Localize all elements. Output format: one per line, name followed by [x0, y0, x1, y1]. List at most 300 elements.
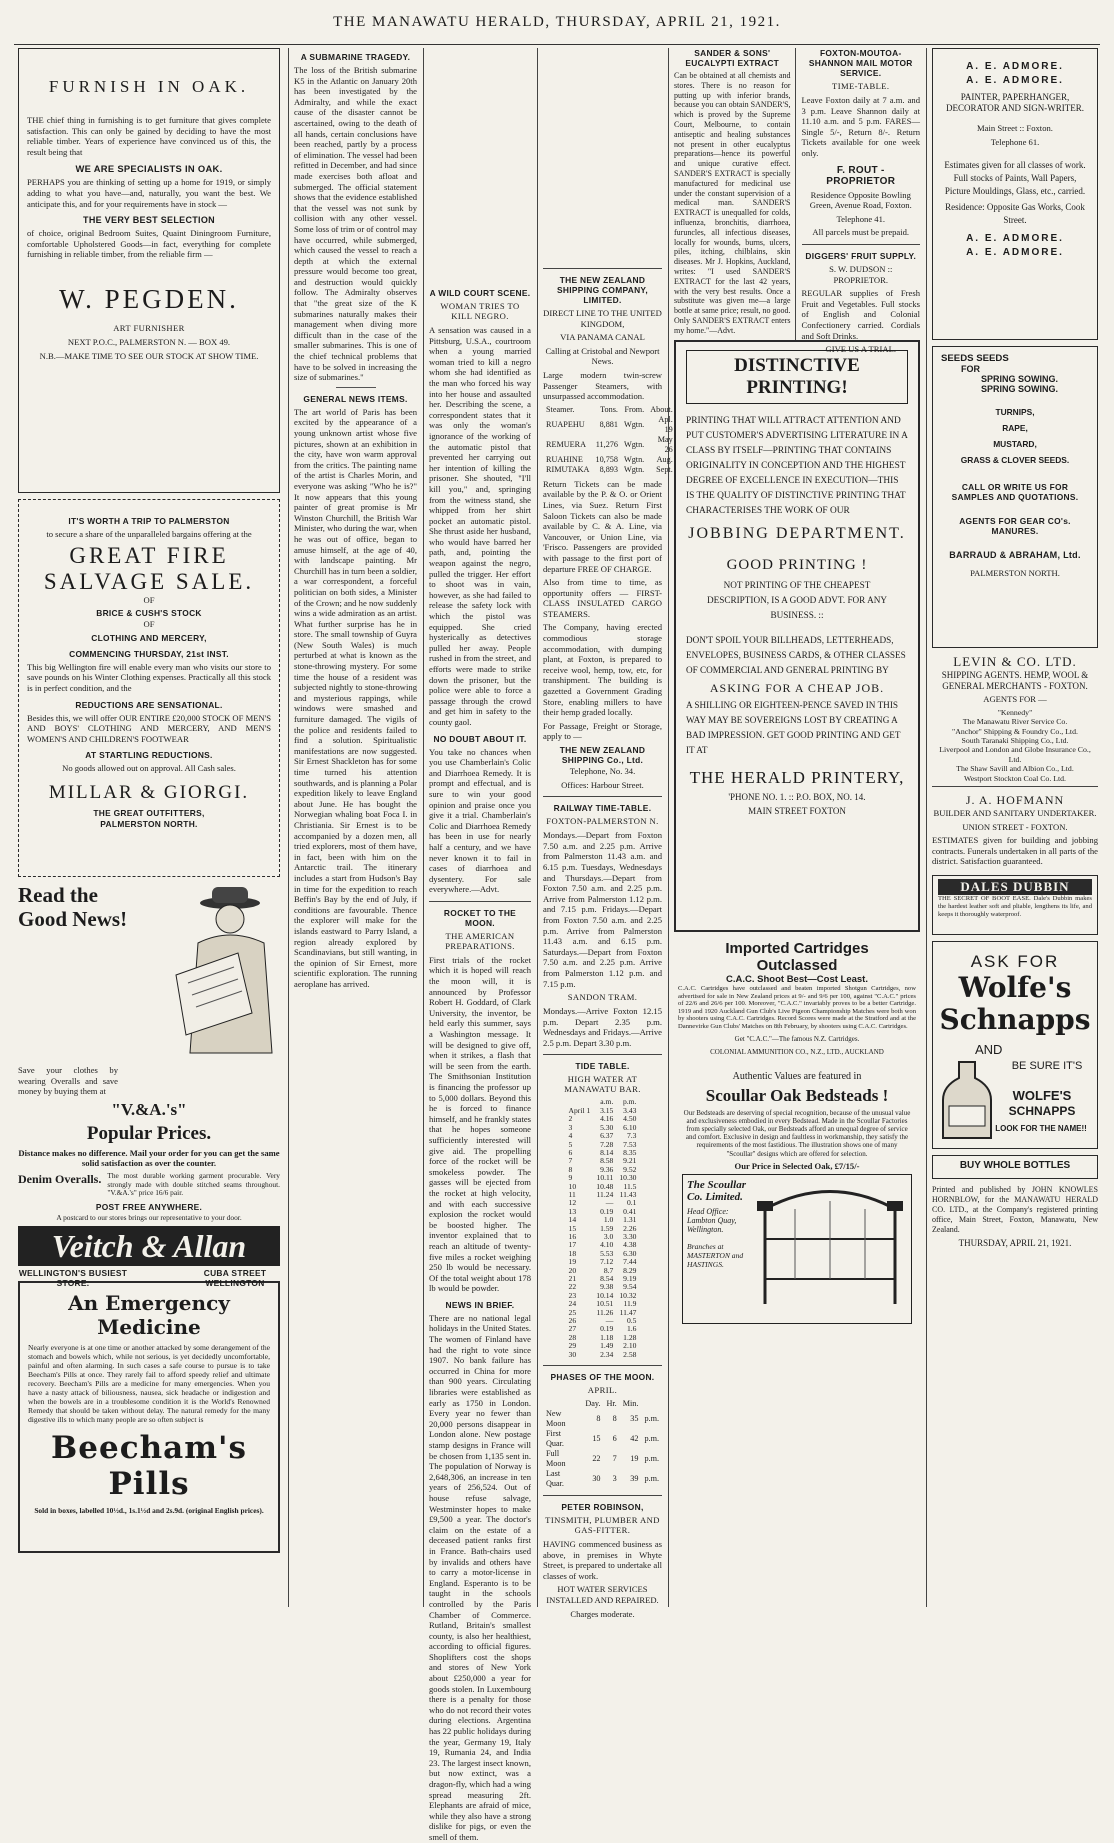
mail-parcels: All parcels must be prepaid.	[812, 227, 910, 238]
shipping-telephone: Telephone, No. 34.	[569, 766, 636, 776]
scoullar-office: Head Office: Lambton Quay, Wellington.	[687, 1207, 737, 1235]
table-cell: 8,881	[599, 419, 618, 429]
cartridges-company: COLONIAL AMMUNITION CO., N.Z., LTD., AUCKLAND	[710, 1048, 884, 1057]
table-cell: p.m.	[644, 1474, 659, 1484]
veitch-distance: Distance makes no difference. Mail your order for you can get the same solid satisfaction as over the counter.	[18, 1147, 280, 1169]
table-cell: 4.50	[623, 1114, 637, 1124]
rocket-title: ROCKET TO THE MOON.	[443, 907, 517, 928]
veitch-prices: Popular Prices.	[86, 1122, 212, 1144]
hofmann-body: ESTIMATES given for building and jobbing contracts. Funerals undertaken in all parts of the district. Satisfaction guaranteed.	[932, 835, 1098, 867]
brief-article: There are no national legal holidays in the United States. The women of Finland have had the right to vote since 1907. No bank failure has occurred in China for more than 900 years. Circulating libraries were established as early as 1750 in London. Every year no fewer than 20,000 persons disappear in London alone. New postage stamp designs in France will be chosen from 1,135 sent in. The population of Norway is 2,648,306, an increase in ten years of 256,524. Out of house refuse salvage, Westminster hopes to make £9,500 a year. The doctor's claim on the estate of a deceased patient ranks first in France. Bath-chairs used by invalids and others have to carry a motor-license in England. Esperanto is to be taught in the schools controlled by the Paris Chamber of Commerce. Rutland, Britain's smallest county, is also her healthiest, according to official figures. Shoplifters cost the shops and stores of New York about £250,000 a year for goods stolen. In Luxembourg there is a penalty for those who do not record their votes during elections. Argentina has 22 public holidays during the year, Germany 19, Italy 19, Rumania 24, and India 23. The largest insect known, but now extinct, was a dragon-fly, which had a wing spread measuring 2ft. Elephants are afraid of mice, while they also have a strong dislike for pigs, or even the smell of them.	[429, 1312, 531, 1842]
table-cell: 3.0	[603, 1231, 614, 1241]
table-cell: 11.43	[619, 1189, 637, 1199]
scoullar-title: Scoullar Oak Bedsteads !	[705, 1085, 889, 1105]
list-item: "Kennedy"	[997, 707, 1033, 717]
column-1	[18, 48, 280, 1607]
beecham-footer: Sold in boxes, labelled 10½d., 1s.1½d and 2s.9d. (original English prices).	[34, 1506, 264, 1515]
table-cell: Hr.	[606, 1399, 617, 1409]
list-item: The Shaw Savill and Albion Co., Ltd.	[956, 764, 1074, 774]
millar-giorgi-name: MILLAR & GIORGI.	[48, 781, 250, 803]
table-cell: 3.43	[623, 1105, 637, 1115]
salvage-secure: to secure a share of the unparalleled bargains offering at the	[46, 529, 252, 539]
table-cell: 1.28	[623, 1332, 637, 1342]
good-printing-body: NOT PRINTING OF THE CHEAPEST DESCRIPTION, IS A GOOD ADVT. FOR ANY BUSINESS. ::	[706, 580, 888, 620]
table-cell: 5.30	[600, 1122, 614, 1132]
veitch-store-tag: WELLINGTON'S BUSIEST STORE.	[18, 1268, 128, 1289]
table-cell: Apl. 19	[658, 414, 673, 434]
table-cell: 3.15	[600, 1105, 614, 1115]
veitch-headline: Read the	[18, 883, 98, 907]
mail-timetable: Leave Foxton daily at 7 a.m. and 3 p.m. Leave Shannon daily at 11.10 a.m. and 5 p.m. FARES—Single 5/-, Return 8/-. Return Tickets available for one week only.	[801, 95, 920, 158]
table-cell: 0.5	[626, 1316, 637, 1326]
court-subtitle: WOMAN TRIES TO KILL NEGRO.	[440, 301, 520, 321]
table-cell: Wgtn.	[623, 454, 645, 464]
salvage-approval: No goods allowed out on approval. All Cash sales.	[62, 763, 236, 774]
table-cell	[543, 1399, 582, 1409]
table-cell: 1.49	[600, 1341, 614, 1351]
jobbing-department: JOBBING DEPARTMENT.	[688, 525, 906, 542]
pegden-trade: ART FURNISHER	[113, 322, 185, 333]
veitch-address: CUBA STREET WELLINGTON	[203, 1268, 267, 1289]
beechams-pills-logo: Beecham's Pills	[51, 1430, 247, 1502]
bottle-icon	[939, 1060, 999, 1140]
admore-street: Main Street :: Foxton.	[977, 123, 1053, 134]
table-cell: 2.58	[623, 1349, 637, 1359]
mail-subtitle: TIME-TABLE.	[832, 81, 890, 91]
best-selection-heading: THE VERY BEST SELECTION	[83, 215, 215, 226]
table-cell: 17	[568, 1240, 577, 1250]
seeds-advert	[932, 346, 1098, 648]
moon-table	[543, 1399, 662, 1489]
table-cell: 27	[568, 1324, 577, 1334]
dales-body: THE SECRET OF BOOT EASE. Dale's Dubbin makes the hardest leather soft and pliable, lengthens its life, and keeps it thoroughly waterproof.	[938, 895, 1092, 918]
table-row	[543, 465, 676, 475]
table-cell: 1.59	[600, 1223, 614, 1233]
scoullar-intro: Authentic Values are featured in	[732, 1071, 862, 1082]
herald-printery-advert	[674, 340, 920, 932]
seeds-list	[941, 404, 1089, 468]
table-cell: 2.26	[623, 1223, 637, 1233]
column-5	[674, 48, 920, 1607]
separator	[543, 268, 662, 269]
table-row	[543, 1429, 662, 1449]
table-header	[543, 405, 676, 415]
table-cell: 7.44	[623, 1257, 637, 1267]
buy-whole-bottles-text: BUY WHOLE BOTTLES	[959, 1160, 1071, 1171]
table-cell: 10	[568, 1181, 577, 1191]
bedstead-icon	[755, 1179, 905, 1309]
table-cell: 7.12	[600, 1257, 614, 1267]
seeds-title: SEEDS SEEDS	[941, 353, 1009, 364]
table-cell: 18	[568, 1248, 577, 1258]
seeds-call: CALL OR WRITE US FOR SAMPLES AND QUOTATIONS.	[951, 482, 1079, 502]
table-cell: 10,758	[595, 454, 618, 464]
levin-advert	[932, 654, 1098, 783]
column-rule	[926, 48, 927, 1607]
buy-whole-bottles	[932, 1155, 1098, 1179]
emergency-title: An Emergency Medicine	[68, 1291, 230, 1339]
shipping-cargo: Also from time to time, as opportunity offers — FIRST-CLASS INSULATED CARGO STEAMERS.	[543, 577, 662, 619]
tram-timetable: Mondays.—Arrive Foxton 12.15 p.m. Depart 2.35 p.m. Wednesdays and Fridays.—Arrive 2.5 p.m. Depart 3.30 p.m.	[543, 1006, 662, 1048]
rocket-subtitle: THE AMERICAN PREPARATIONS.	[445, 930, 515, 951]
denim-description: The most durable working garment procurable. Very strongly made with double stitched seams throughout. "V.&A.'s" price 16/6 pair.	[107, 1170, 280, 1198]
shipping-via: VIA PANAMA CANAL	[560, 332, 645, 343]
shilling-text: A SHILLING OR EIGHTEEN-PENCE SAVED IN THIS WAY MAY BE SOVEREIGNS LOST BY CREATING A BAD IMPRESSION. GET GOOD PRINTING AND GET IT AT	[686, 700, 901, 755]
seeds-for: FOR	[961, 364, 980, 374]
table-cell: New Moon	[546, 1409, 566, 1429]
table-cell: 4	[568, 1131, 573, 1141]
table-cell: 6.10	[623, 1122, 637, 1132]
sanders-advert	[674, 48, 796, 340]
table-row	[543, 455, 676, 465]
separator	[543, 796, 662, 797]
table-cell: From.	[624, 404, 645, 414]
list-item: Liverpool and London and Globe Insurance Co., Ltd.	[939, 745, 1091, 764]
list-item: South Taranaki Shipping Co., Ltd.	[961, 736, 1069, 745]
table-cell: 15	[568, 1223, 577, 1233]
table-cell: 3	[568, 1122, 573, 1132]
salvage-of: OF	[143, 619, 155, 630]
shipping-direct: DIRECT LINE TO THE UNITED KINGDOM,	[543, 308, 662, 329]
levin-title: LEVIN & CO. LTD.	[953, 654, 1077, 669]
table-cell: —	[605, 1198, 614, 1208]
column-rule	[668, 48, 669, 1607]
table-cell: 4.38	[623, 1240, 637, 1250]
imprint-date: THURSDAY, APRIL 21, 1921.	[958, 1238, 1072, 1248]
furnish-paragraph: of choice, original Bedroom Suites, Quaint Diningroom Furniture, comfortable Upholstered Goods—in fact, everything for complete furnishing in reliable timber, from the reliable firm —	[27, 228, 271, 260]
separator	[932, 786, 1098, 787]
table-cell: 2.10	[623, 1341, 637, 1351]
table-cell: 20	[568, 1265, 577, 1275]
table-cell: 28	[568, 1332, 577, 1342]
wolfe-label: WOLFE'S	[1012, 1088, 1072, 1103]
table-cell: 23	[568, 1290, 577, 1300]
table-cell: 7	[568, 1156, 573, 1166]
table-cell: 11.5	[623, 1181, 637, 1191]
rail-subtitle: FOXTON-PALMERSTON N.	[546, 816, 659, 827]
table-cell: 9.38	[600, 1282, 614, 1292]
list-item: RAPE,	[1002, 423, 1028, 433]
sanders-title: SANDER & SONS' EUCALYPTI EXTRACT	[685, 48, 780, 68]
barraud-name: BARRAUD & ABRAHAM, Ltd.	[949, 550, 1081, 560]
submarine-title: A SUBMARINE TRAGEDY.	[300, 52, 411, 62]
salvage-paragraph: This big Wellington fire will enable every man who visits our store to save pounds on his Winter Clothing expenses. Practically all this stock is in perfect condition, and the	[27, 661, 271, 693]
veitch-headline: Good News!	[18, 907, 128, 931]
table-cell: 11.9	[623, 1299, 637, 1309]
table-cell: 3	[612, 1474, 617, 1484]
table-cell: 11.24	[596, 1189, 614, 1199]
table-cell: 9.36	[600, 1164, 614, 1174]
seeds-sowing: SPRING SOWING.	[981, 384, 1059, 394]
separator	[543, 1365, 662, 1366]
table-cell: 12	[568, 1198, 577, 1208]
peter-robinson-body: HAVING commenced business as above, in premises in Whyte Street, is prepared to undertake all classes of work.	[543, 1539, 662, 1581]
table-cell: p.m.	[644, 1414, 659, 1424]
herald-phone: 'PHONE NO. 1. :: P.O. BOX, NO. 14.	[728, 792, 866, 802]
table-cell: Aug.	[656, 454, 673, 464]
column-3	[429, 48, 531, 1842]
table-row	[543, 1449, 662, 1469]
table-cell: RIMUTAKA	[546, 464, 590, 474]
table-cell: 7.53	[623, 1139, 637, 1149]
admore-telephone: Telephone 61.	[990, 136, 1040, 147]
table-cell: 10.14	[596, 1290, 614, 1300]
table-cell: 4.10	[600, 1240, 614, 1250]
table-cell: 11.47	[619, 1307, 637, 1317]
table-cell: Full Moon	[546, 1449, 566, 1469]
table-cell: 2	[568, 1114, 573, 1124]
shipping-company2: THE NEW ZEALAND SHIPPING Co., Ltd.	[559, 745, 646, 765]
veitch-body: Save your clothes by wearing Overalls and save money by buying them at	[18, 1065, 118, 1097]
furnish-paragraph: THE chief thing in furnishing is to get furniture that gives complete satisfaction. This can only be gained by deciding to have the most reliable timber. Years of experience have convinced us of this, the result being that	[27, 115, 271, 157]
table-cell: 16	[568, 1231, 577, 1241]
table-cell: 11	[568, 1189, 576, 1199]
table-cell: 4.16	[600, 1114, 614, 1124]
hofmann-title: J. A. HOFMANN	[965, 793, 1065, 807]
salvage-startling: AT STARTLING REDUCTIONS.	[85, 750, 213, 761]
shipping-title: THE NEW ZEALAND SHIPPING COMPANY, LIMITED.	[556, 275, 649, 305]
salvage-goods: CLOTHING AND MERCERY,	[91, 632, 207, 643]
table-cell: 8	[612, 1414, 617, 1424]
sanders-body: Can be obtained at all chemists and stores. There is no reason for putting up with inferior brands, because you can obtain SANDER'S, which is proved by the Supreme Court, Melbourne, to contain antiseptic and healing substances not present in other eucalyptus preparations—hence its powerful and unique curative effect. SANDER'S EXTRACT is specially manufactured for medicinal use under the constant supervision of a medical man. SANDER'S EXTRACT is unequalled for colds, influenza, bronchitis, diarrhoea, furuncles, all infectious diseases, locally for wounds, burns, ulcers, piles, itching, chilblains, skin diseases. Mr J. Hopkins, Auckland, writes: "I used SANDER'S EXTRACT for the last 42 years, with the very best results. Once a substitute was given me—a large bottle at same price; result, no good. Only SANDER'S EXTRACT enters my home."—Advt.	[674, 71, 791, 335]
veitch-allan-logo: Veitch & Allan	[18, 1226, 280, 1266]
list-item: GRASS & CLOVER SEEDS.	[960, 455, 1070, 465]
levin-list	[932, 708, 1098, 783]
levin-subtitle: SHIPPING AGENTS. HEMP, WOOL & GENERAL MERCHANTS - FOXTON.	[941, 670, 1089, 691]
salvage-sale-advert	[18, 499, 280, 877]
peter-hot-water: HOT WATER SERVICES INSTALLED AND REPAIRED.	[546, 1584, 659, 1606]
table-cell: 1.6	[626, 1324, 637, 1334]
table-cell: —	[605, 1316, 614, 1326]
table-cell: 6.37	[600, 1131, 614, 1141]
peter-charges: Charges moderate.	[570, 1608, 635, 1619]
general-news-title: GENERAL NEWS ITEMS.	[303, 393, 408, 404]
table-cell: p.m.	[644, 1454, 659, 1464]
table-cell: 8.29	[623, 1265, 637, 1275]
separator	[336, 387, 376, 388]
table-cell: 8,893	[599, 464, 618, 474]
column-rule	[537, 48, 538, 1607]
table-cell: a.m.	[600, 1097, 614, 1107]
hofmann-subtitle: BUILDER AND SANITARY UNDERTAKER.	[933, 808, 1097, 818]
table-cell: 9	[568, 1173, 573, 1183]
moon-title: PHASES OF THE MOON.	[550, 1372, 655, 1383]
shipping-apply: For Passage, Freight or Storage, apply to —	[543, 720, 662, 742]
furnish-title: FURNISH IN OAK.	[48, 77, 250, 96]
admore-advert	[932, 48, 1098, 340]
table-cell: 8.54	[600, 1274, 614, 1283]
admore-residence: Residence: Opposite Gas Works, Cook Street.	[945, 202, 1085, 226]
column-2	[294, 48, 417, 1607]
table-cell: 0.19	[600, 1324, 614, 1334]
table-cell: 11,276	[595, 439, 618, 449]
good-printing-title: GOOD PRINTING !	[726, 557, 868, 573]
diggers-trial: GIVE US A TRIAL.	[825, 344, 897, 355]
table-cell: p.m.	[644, 1434, 659, 1444]
table-cell: 8.58	[600, 1156, 614, 1166]
veitch-postcard: A postcard to our stores brings our representative to your door.	[56, 1212, 242, 1222]
salvage-of: OF	[143, 594, 155, 605]
table-cell: Wgtn.	[623, 439, 645, 449]
shipping-return: Return Tickets can be made available by the P. & O. or Orient Lines, via Suez. Return First Saloon Tickets can also be made available by C. & A. Line, via Vancouver, or Union Line, via 'Frisco. Passengers are provided with passage to the first port of departure FREE OF CHARGE.	[543, 478, 662, 574]
table-cell: About.	[650, 404, 673, 414]
table-cell: Tons.	[600, 404, 618, 414]
table-cell: 8	[568, 1164, 573, 1174]
column-4	[543, 48, 673, 1619]
brief-title: NEWS IN BRIEF.	[445, 1299, 515, 1310]
herald-printery: THE HERALD PRINTERY,	[689, 768, 905, 787]
table-cell: 8.7	[603, 1265, 614, 1275]
barraud-town: PALMERSTON NORTH.	[970, 568, 1060, 578]
table-cell: 9.54	[623, 1282, 637, 1292]
masthead-rule	[14, 44, 1100, 45]
salvage-outfitters: THE GREAT OUTFITTERS,	[93, 807, 205, 818]
table-cell: Day.	[585, 1399, 601, 1409]
list-item: The Manawatu River Service Co.	[962, 717, 1068, 727]
mail-service-advert	[801, 48, 920, 355]
mail-telephone: Telephone 41.	[836, 213, 886, 224]
column-rule	[288, 48, 289, 1607]
specialists-heading: WE ARE SPECIALISTS IN OAK.	[75, 163, 223, 175]
table-cell: 11.26	[596, 1307, 614, 1317]
table-header	[543, 1399, 662, 1409]
rail-title: RAILWAY TIME-TABLE.	[553, 803, 652, 814]
scoullar-price: Our Price in Selected Oak, £7/15/-	[734, 1160, 860, 1171]
table-cell: p.m.	[622, 1097, 637, 1107]
wolfe-label: SCHNAPPS	[1008, 1104, 1076, 1118]
pegden-address: NEXT P.O.C., PALMERSTON N. — BOX 49.	[67, 336, 231, 347]
court-article: A sensation was caused in a Pittsburg, U.S.A., courtroom when a young married woman tried to kill a negro whom she had identified as the man who forced his way into her house and assaulted her. Describing the scene, a correspondent states that it was only the woman's ignorance of the working of the automatic pistol that prevented her carrying out her intention of killing the prisoner. She shouted, "I'll kill you," and, springing from the witness stand, she whipped from her shirt pocket an automatic pistol. She thrust aside her husband, who would have barred her path, and, pointing the weapon against the negro, pulled the trigger. Her effort to shoot was in vain, however, as she had failed to release the safety lock with which the pistol was equipped. She cried hysterically as detectives pulled her away. People rushed in from the street, and efforts were made to strike down the prisoner, but the police were able to force a passage through the crowd and get him in safety to the county gaol.	[429, 325, 531, 727]
peter-robinson-title: PETER ROBINSON,	[561, 1502, 644, 1513]
beecham-body: Nearly everyone is at one time or another attacked by some derangement of the stomach and bowels which, while not serious, is yet decidedly uncomfortable, painful and often alarming. In such cases a safe course to pursue is to take Beecham's Pills at once. They rarely fail to afford speedy relief and ultimate recovery. Beecham's Pills are a medicine for many emergencies. When you have a nasty attack of biliousness, nausea, sick headache or indigestion and when the bowels are in a troublesome condition it is the World's Renowned Remedy that should be taken without delay. The natural remedy for the many digestive ills to which many people are so often subject is	[28, 1343, 270, 1424]
table-cell: 9.21	[623, 1156, 637, 1166]
court-title: A WILD COURT SCENE.	[429, 288, 531, 298]
shipping-large: Large modern twin-screw Passenger Steamers, with unsurpassed accommodation.	[543, 369, 662, 402]
tide-table	[566, 1098, 640, 1359]
table-cell: Last Quar.	[546, 1469, 564, 1489]
wolfes-schnapps-advert	[932, 941, 1098, 1149]
table-cell: 19	[630, 1454, 639, 1464]
table-cell: 6	[612, 1434, 617, 1444]
column-rule	[423, 48, 424, 1607]
table-cell: 0.19	[600, 1206, 614, 1216]
herald-street: MAIN STREET FOXTON	[748, 805, 846, 816]
beechams-advert	[18, 1281, 280, 1553]
admore-trade: PAINTER, PAPERHANGER, DECORATOR AND SIGN-WRITER.	[945, 92, 1085, 113]
table-cell: 6	[568, 1147, 573, 1157]
table-cell: May 26	[657, 434, 673, 454]
table-cell: 29	[568, 1341, 577, 1351]
table-cell: 10.51	[596, 1299, 614, 1309]
table-cell: 1.31	[623, 1215, 637, 1225]
admore-body: Estimates given for all classes of work. Full stocks of Paints, Wall Papers, Picture Mouldings, Glass, etc., carried.	[944, 160, 1086, 197]
doubt-advert: You take no chances when you use Chamberlain's Colic and Diarrhoea Remedy. It is prompt and effectual, and is sure to win your good opinion and praise once you give it a trial. Chamberlain's Colic and Diarrhoea Remedy has been in use for nearly half a century, and we have never known it to fail in cases of diarrhoea and dysentery. For sale everywhere.—Advt.	[429, 746, 531, 895]
table-cell: 10.30	[619, 1173, 637, 1183]
diggers-body: REGULAR supplies of Fresh Fruit and Vegetables. Full stocks of English and Colonial Confectionery carried. Cordials and Soft Drinks.	[801, 288, 920, 341]
diggers-proprietor: S. W. DUDSON :: PROPRIETOR.	[829, 263, 893, 285]
cheap-job: ASKING FOR A CHEAP JOB.	[709, 681, 885, 695]
table-row	[543, 1409, 662, 1429]
table-cell: 10.11	[596, 1173, 614, 1183]
ships-table	[543, 405, 676, 475]
pegden-advert	[18, 48, 280, 493]
separator	[543, 1495, 662, 1496]
table-cell: 7.28	[600, 1139, 614, 1149]
table-cell: First Quar.	[546, 1429, 564, 1449]
list-item: "Anchor" Shipping & Foundry Co., Ltd.	[952, 726, 1078, 736]
table-cell: REMUERA	[546, 439, 587, 449]
dales-dubbin-advert	[932, 875, 1098, 935]
list-item: TURNIPS,	[995, 407, 1035, 417]
general-news-article: The art world of Paris has been excited by the appearance of a young unknown artist whose five pictures, shown at an exhibition in the city, have won warm approval from the critics. The painting name of the artist is Charles Morin, and everyone was asking "Who he is?" It now appears that this young painter of great promise is Mr Winston Churchill, the British War Minister, who during the war, when he was out of office, began to amuse himself, at the age of 40, with landscape painting. Mr Churchill has in turn been a soldier, a war correspondent, a forceful politician on both sides, a Minister of the Crown; and he now suddenly wins a wide admiration as an artist. What further surprise has he in store. The small township of Guyra (New South Wales) is much perturbed at what is known as the stone-throwing mystery. For some time the house of a resident was subjected nightly to stone-throwing and mysterious rappings, while windows were smashed and furniture damaged. The vigils of the police and residents failed to find a solution. Spiritualistic manifestations are now suggested. Sir Ernest Shackleton has for some time turned his attention southwards, and is planning a Polar expedition likely to leave England about June. He has bought the Norwegian whaling boat Foca I. in Christiania. Sir Ernest is to be accompanied by a dozen men, all tried explorers, most of them have, in fact, been with him on the Antarctic trail. The itinerary includes a start from Hudson's Bay in time for the expedition to reach Beffin's Bay by the end of July, if conditions are favourable. Thence the explorer will make for the islands eastward to Parry Island, a region already explored by Scandinavians, but still wanting, in the opinion of Sir Ernest, more scientific exploration. The running aeroplane has arrived.	[294, 406, 417, 989]
cartridges-body: C.A.C. Cartridges have outclassed and beaten imported Shotgun Cartridges, now advertised for sale in New Zealand prices at 9/- and 9/6 per 100, against "C.A.C." prices of 22/6 and 26/6 per 100. Moreover, "C.A.C." invariably proves to be a better Cartridge. 1919 and 1920 Auckland Gun Club's Live Pigeon Championship Matches were both won by shooters using C.A.C. Cartridges. Record Scores were made at the Stratford and at the Dannevirke Gun Clubs' Matches on 8th February, by shooters using C.A.C. Cartridges.	[678, 985, 916, 1030]
table-cell: 9.19	[623, 1274, 637, 1283]
cartridges-title: Imported Cartridges	[725, 940, 869, 957]
table-cell: 9.52	[623, 1164, 637, 1174]
table-cell: 19	[568, 1257, 577, 1267]
separator	[429, 901, 531, 902]
table-cell: Min.	[622, 1399, 639, 1409]
table-cell: 8.35	[623, 1147, 637, 1157]
veitch-store: "V.&A.'s"	[111, 1099, 187, 1119]
salvage-stock: BRICE & CUSH'S STOCK	[96, 608, 202, 619]
spoil-text: DON'T SPOIL YOUR BILLHEADS, LETTERHEADS, ENVELOPES, BUSINESS CARDS, & OTHER CLASSES OF COMMERCIAL AND GENERAL PRINTING BY	[686, 635, 906, 675]
salvage-trip: IT'S WORTH A TRIP TO PALMERSTON	[68, 516, 230, 526]
table-row	[543, 1469, 662, 1489]
salvage-paragraph: Besides this, we will offer OUR ENTIRE £20,000 STOCK OF MEN'S AND BOYS' CLOTHING AND MERCERY, AND MEN'S WOMEN'S AND CHILDREN'S FOOTWEAR	[27, 712, 271, 744]
admore-name: A. E. ADMORE.	[966, 247, 1064, 259]
tide-subtitle: HIGH WATER AT MANAWATU BAR.	[564, 1074, 641, 1095]
rail-timetable: Mondays.—Depart from Foxton 7.50 a.m. and 2.25 p.m. Arrive from Palmerston 11.43 a.m. and 6.15 p.m. Tuesdays, Wednesdays and Thursdays.—Depart from Foxton 7.50 a.m. and 2.25 p.m. Arrive from Palmerston 1.12 p.m. and 7.15 p.m. Fridays.—Depart from Foxton 7.50 a.m. and 2.25 p.m. Arrive from Palmerston 11.43 a.m. and 6.15 p.m. Saturdays.—Depart from Foxton 7.50 a.m. and 2.25 p.m. Arrive from Palmerston 1.12 p.m. and 7.15 p.m.	[543, 830, 662, 989]
table-cell: 35	[630, 1414, 639, 1424]
cartridges-title: Outclassed	[756, 957, 838, 974]
table-cell: 22	[592, 1454, 601, 1464]
separator	[802, 244, 920, 245]
table-cell: 14	[568, 1215, 577, 1225]
table-cell: 25	[568, 1307, 577, 1317]
scoullar-company: The Scoullar Co. Limited.	[687, 1179, 746, 1204]
levin-agents: AGENTS FOR —	[983, 694, 1047, 705]
seeds-sowing: SPRING SOWING.	[981, 374, 1059, 384]
table-cell: 1.18	[600, 1332, 614, 1342]
table-cell: 0.41	[623, 1206, 637, 1216]
scoullar-branches: Branches at MASTERTON and HASTINGS.	[687, 1242, 744, 1270]
rocket-article: First trials of the rocket which it is hoped will reach the moon will, it is announced by Professor Robert H. Goddard, of Clark University, the inventor, be held early this summer, says a Washington message. It will be designed to give off, when it strikes, a flash that will be seen from the earth. The Smithsonian Institution is financing the professor up to 5,000 dollars. Beyond this he is forced to finance himself, and he frankly states that he hopes someone sufficiently interested will give aid. The propelling force of the rocket will be smokeless powder. The gasses will be ejected from the rocket at high velocity, and with each successive explosion the rocket would be boosted higher. The inventor explained that to reach an altitude of twenty-five miles a rocket weighing 250 lb would be necessary. Of the total weight about 178 lb would be powder.	[429, 954, 531, 1294]
denim-overalls: Denim Overalls.	[18, 1171, 102, 1186]
table-cell: 39	[630, 1474, 639, 1484]
scoullar-advert	[674, 1068, 920, 1311]
table-row	[543, 415, 676, 435]
salvage-town: PALMERSTON NORTH.	[100, 818, 198, 829]
wolfe-and: AND	[975, 1042, 1003, 1057]
imprint: Printed and published by JOHN KNOWLES HORNBLOW, for the MANAWATU HERALD CO. LTD., at the Company's registered printing office, Main Street, Foxton, Manawatu, New Zealand.	[932, 1185, 1098, 1234]
hofmann-street: UNION STREET - FOXTON.	[962, 821, 1068, 832]
table-cell: 30	[568, 1349, 577, 1359]
table-cell: Steamer.	[546, 404, 575, 414]
table-cell: 3.30	[623, 1231, 637, 1241]
man-reading-icon	[168, 883, 278, 1058]
table-cell: 5	[568, 1139, 573, 1149]
table-cell: 0.1	[626, 1198, 637, 1208]
table-row	[566, 1351, 640, 1359]
table-cell: April 1	[568, 1105, 591, 1115]
table-cell	[641, 1399, 662, 1409]
masthead: THE MANAWATU HERALD, THURSDAY, APRIL 21, 1921.	[333, 14, 781, 30]
table-cell: 10.48	[596, 1181, 614, 1191]
table-cell: Wgtn.	[623, 419, 645, 429]
tram-title: SANDON TRAM.	[567, 992, 638, 1003]
table-cell: 15	[592, 1434, 601, 1444]
